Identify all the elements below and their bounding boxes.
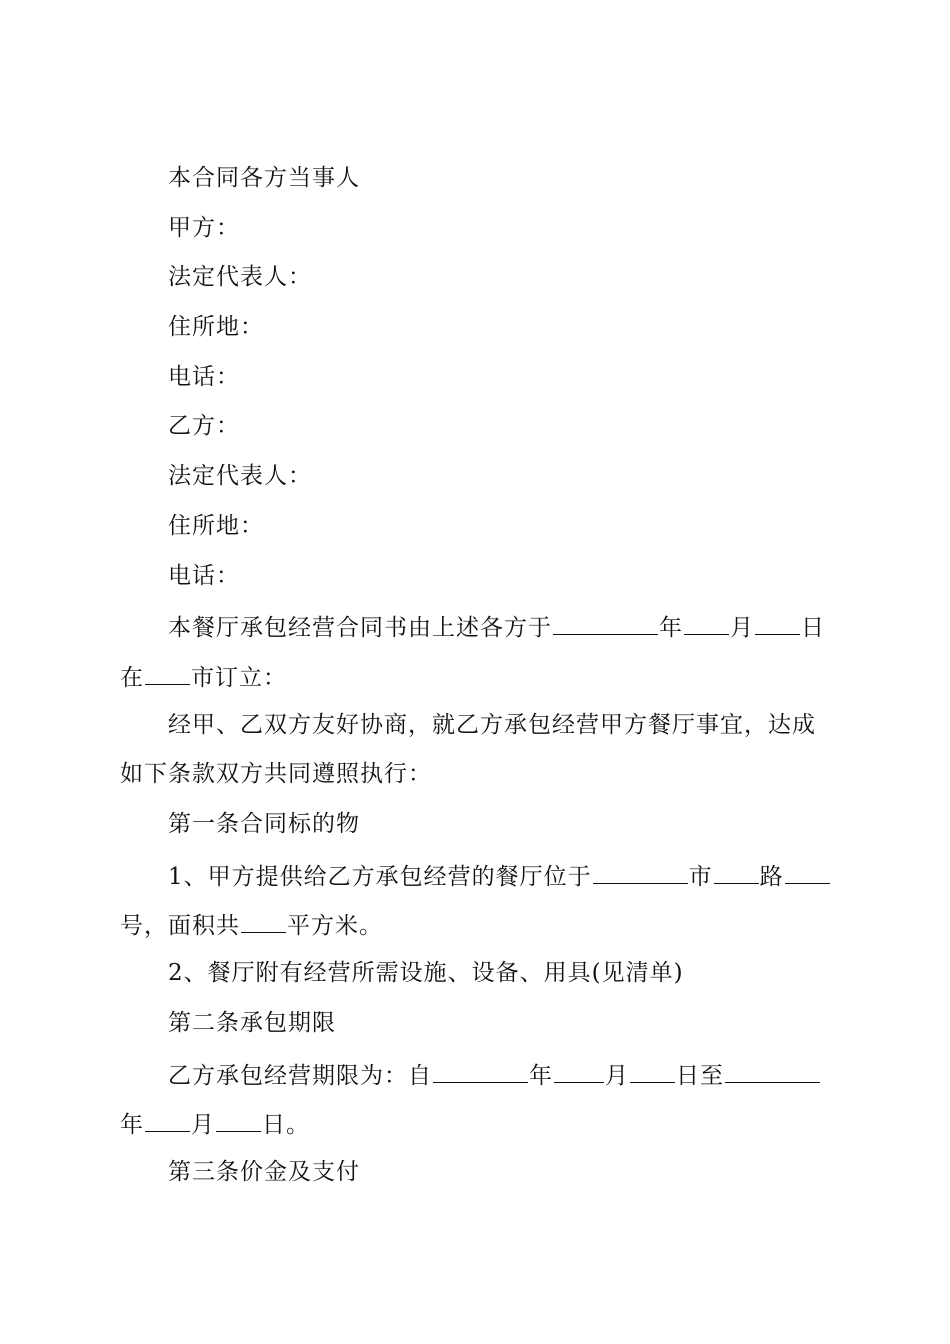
term-end-day-label: 日。: [262, 1112, 310, 1138]
article-1-item-1: [168, 859, 831, 892]
party-a-phone-text: 电话：: [168, 364, 240, 390]
restaurant-city-label: 市: [688, 864, 713, 890]
party-a-label-text: 甲方：: [168, 215, 240, 241]
party-b-label-text: 乙方：: [168, 413, 240, 439]
party-a-rep-text: 法定代表人：: [168, 264, 312, 290]
party-b-address: [168, 511, 264, 541]
party-b-phone-text: 电话：: [168, 563, 240, 589]
signing-line-1: [168, 610, 825, 643]
party-a-address: [168, 312, 264, 342]
article-1-title: [168, 809, 360, 839]
signing-year-label: 年: [659, 615, 683, 641]
article-3-title: [168, 1157, 360, 1187]
signing-line-2: [120, 660, 287, 693]
intro-text-2: 如下条款双方共同遵照执行：: [120, 761, 432, 787]
signing-month-blank: [684, 610, 729, 635]
parties-heading-text: 本合同各方当事人: [168, 165, 360, 191]
article-3-title-text: 第三条价金及支付: [168, 1159, 360, 1185]
term-start-year-label: 年: [529, 1063, 553, 1089]
term-end-year-label: 年: [120, 1112, 144, 1138]
restaurant-road-blank: [714, 859, 759, 884]
article-1-item-1-text: 1、甲方提供给乙方承包经营的餐厅位于: [168, 864, 592, 890]
article-1-title-text: 第一条合同标的物: [168, 811, 360, 837]
term-start-month-label: 月: [605, 1063, 629, 1089]
restaurant-city-blank: [593, 859, 688, 884]
party-b-rep: [168, 461, 312, 491]
term-end-year-blank: [725, 1058, 820, 1083]
intro-text-1: 经甲、乙双方友好协商，就乙方承包经营甲方餐厅事宜，达成: [168, 712, 816, 738]
signing-year-blank: [553, 610, 658, 635]
term-end-month-label: 月: [191, 1112, 215, 1138]
term-text: 乙方承包经营期限为：自: [168, 1063, 432, 1089]
intro-line-2: [120, 759, 432, 789]
restaurant-area-unit: 平方米。: [287, 913, 383, 939]
term-start-day-label: 日至: [676, 1063, 724, 1089]
party-b-phone: [168, 561, 240, 591]
article-1-item-2: [168, 958, 684, 988]
signing-text: 本餐厅承包经营合同书由上述各方于: [168, 615, 552, 641]
signing-city-blank: [145, 660, 190, 685]
article-2-title: [168, 1008, 336, 1038]
party-a-rep: [168, 262, 312, 292]
term-start-year-blank: [433, 1058, 528, 1083]
article-2-line-1: [168, 1058, 821, 1091]
signing-at-text: 在: [120, 665, 144, 691]
signing-month-label: 月: [730, 615, 754, 641]
parties-heading: [168, 163, 360, 193]
article-2-line-2: [120, 1107, 310, 1140]
party-b-rep-text: 法定代表人：: [168, 463, 312, 489]
signing-city-label: 市订立：: [191, 665, 287, 691]
article-1-item-2-text: 2、餐厅附有经营所需设施、设备、用具(见清单): [168, 960, 684, 986]
party-b-address-text: 住所地：: [168, 513, 264, 539]
signing-day-blank: [755, 610, 800, 635]
article-2-title-text: 第二条承包期限: [168, 1010, 336, 1036]
restaurant-area-text: 号，面积共: [120, 913, 240, 939]
party-a-label: [168, 213, 240, 243]
intro-line-1: [168, 710, 816, 740]
party-a-address-text: 住所地：: [168, 314, 264, 340]
term-end-day-blank: [216, 1107, 261, 1132]
term-start-month-blank: [554, 1058, 604, 1083]
term-end-month-blank: [145, 1107, 190, 1132]
party-b-label: [168, 411, 240, 441]
signing-day-label: 日: [801, 615, 825, 641]
term-start-day-blank: [630, 1058, 675, 1083]
restaurant-number-blank: [785, 859, 830, 884]
restaurant-area-blank: [241, 908, 286, 933]
restaurant-road-label: 路: [759, 864, 784, 890]
article-1-item-1-cont: [120, 908, 383, 941]
party-a-phone: [168, 362, 240, 392]
